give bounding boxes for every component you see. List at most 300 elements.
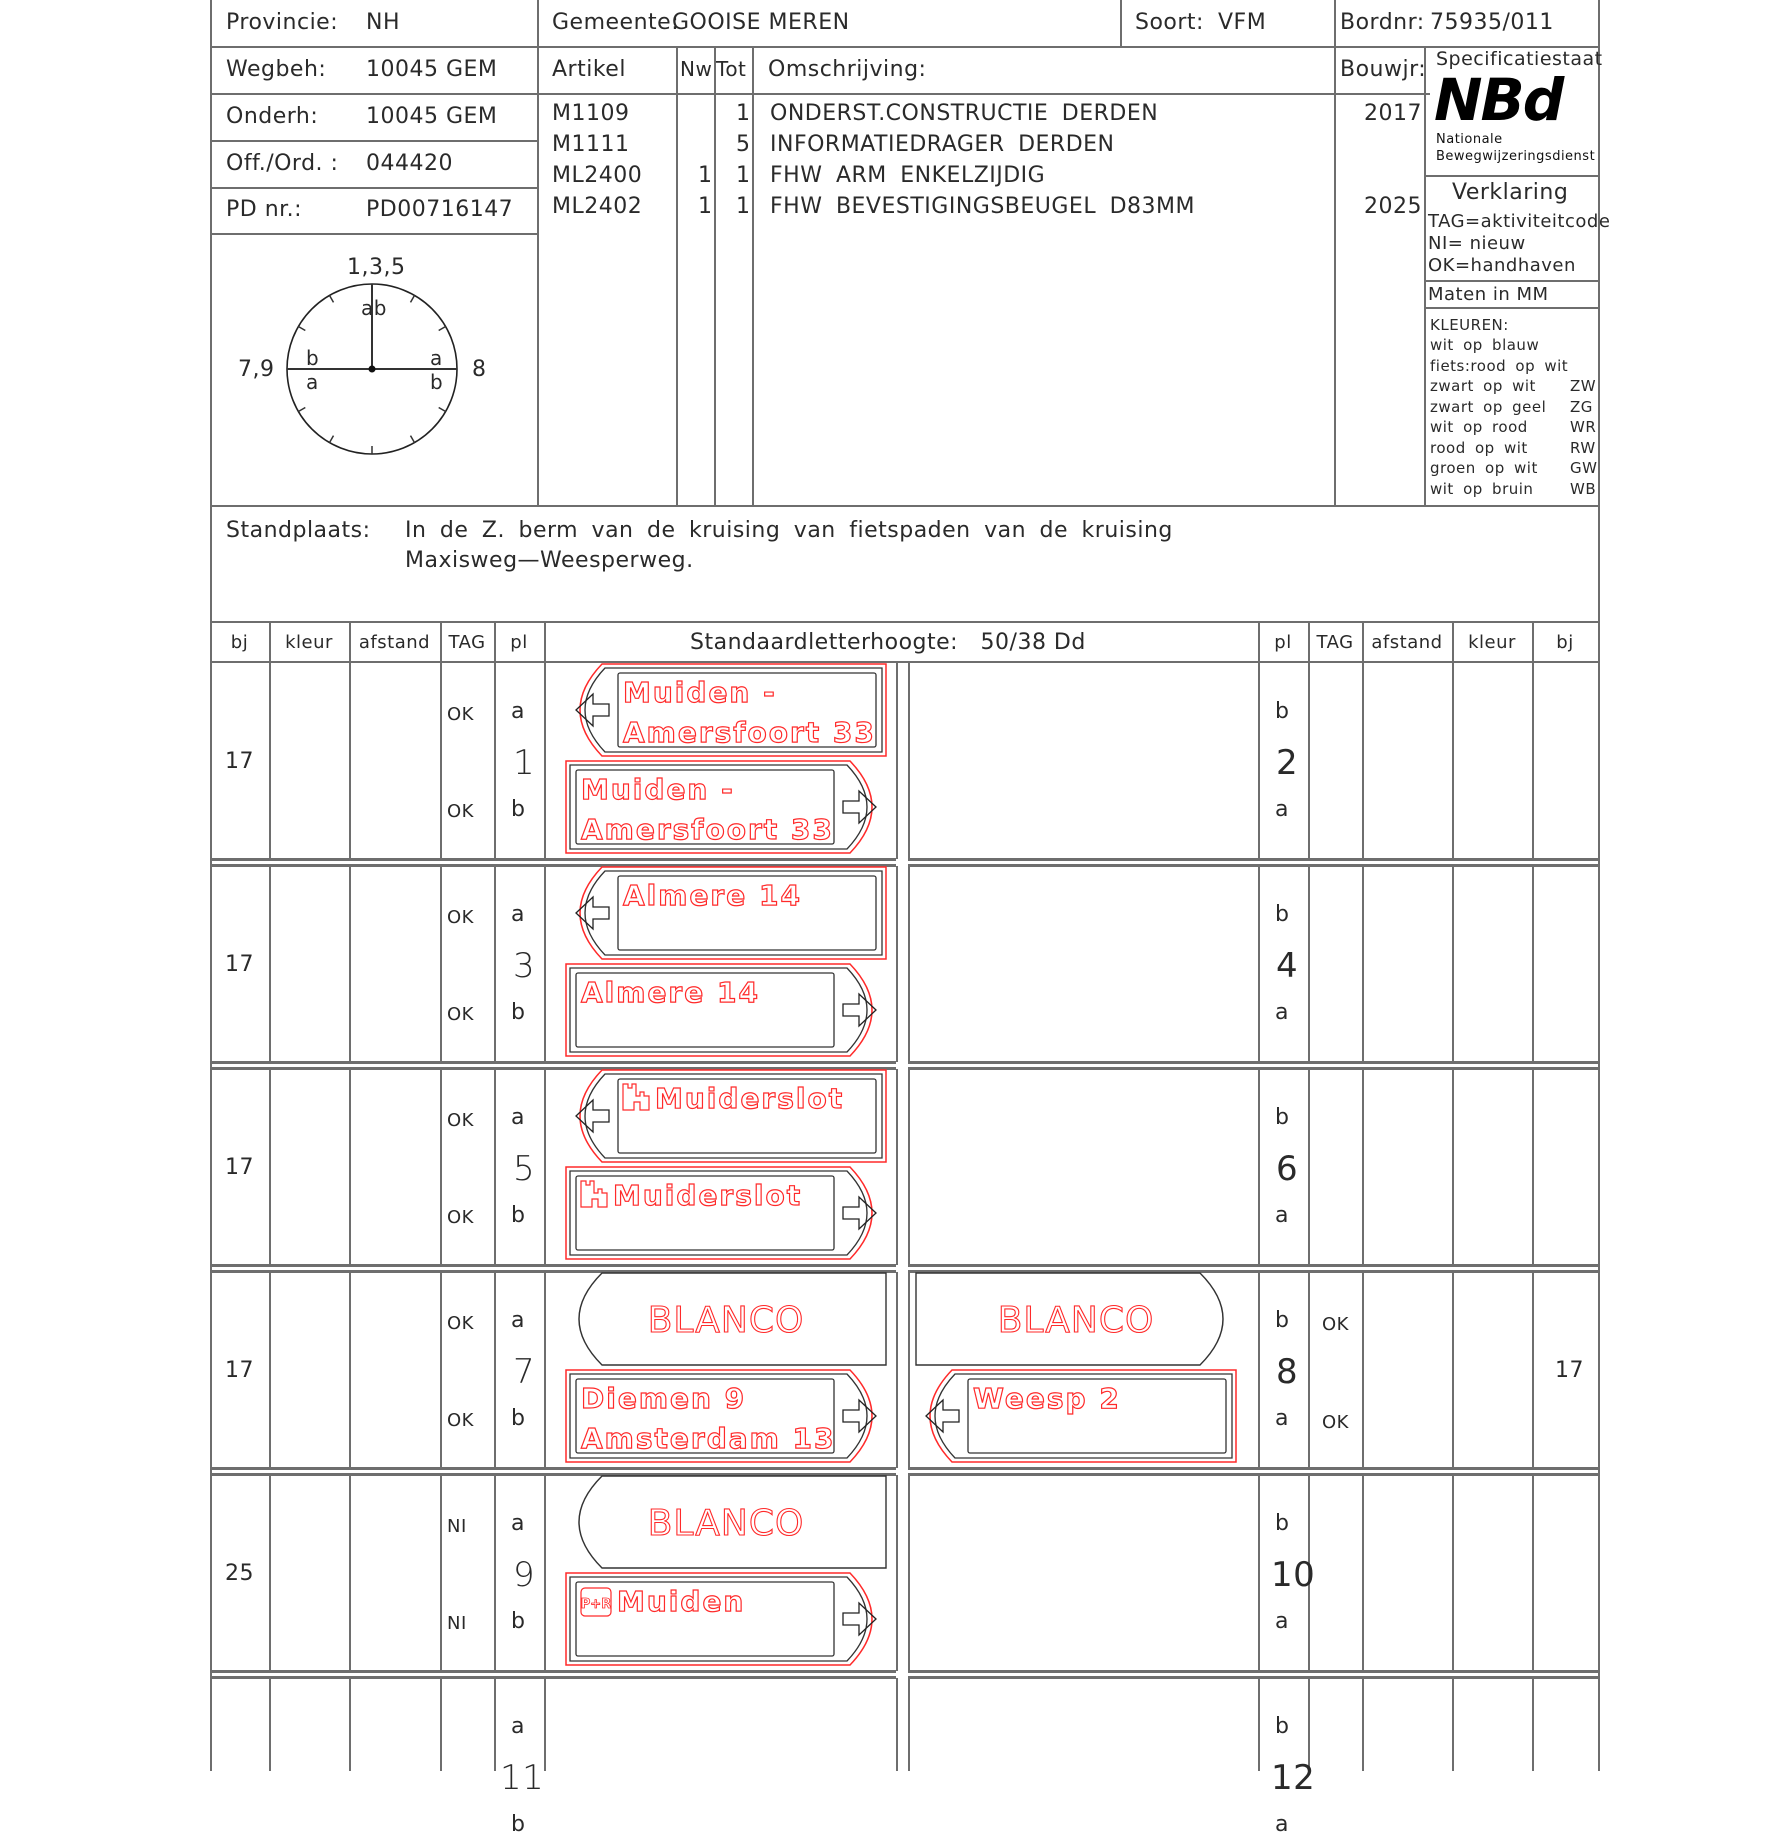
divider [269,1678,271,1771]
right-pl-number: 4 [1276,946,1299,986]
tag-a: OK [447,1313,474,1334]
provincie-label: Provincie: [226,10,339,35]
blanco-label: BLANCO [997,1300,1155,1341]
sign-outline-red [566,761,872,853]
color-item: fiets:rood op wit [1430,356,1569,375]
standplaats-label: Standplaats: [226,518,371,543]
divider [349,1475,351,1671]
standplaats-line2: Maxisweg—Weesperweg. [405,548,694,573]
divider [1334,0,1336,507]
divider [1452,1272,1454,1468]
divider [676,47,678,507]
text-panel [576,1379,834,1453]
sign-panel [566,1370,876,1462]
divider [1532,1475,1534,1671]
right-pl-number: 10 [1271,1555,1316,1595]
article-tot: 1 [736,163,751,188]
right-pl-number: 2 [1276,743,1299,783]
article-code: M1111 [552,132,630,157]
pl-number: 5 [513,1149,536,1189]
divider [1452,1069,1454,1265]
arrow-left-icon [926,1400,959,1432]
bordnr-label: Bordnr: [1340,10,1425,35]
sign-outline-red [580,664,886,756]
text-panel [618,876,876,950]
divider [349,1069,351,1265]
right-pl-b: b [1275,1308,1290,1333]
divider [1308,1069,1310,1265]
sign-outline [570,1171,867,1255]
divider [210,661,1600,663]
right-pl-a: a [1275,1812,1289,1837]
tag-b: OK [447,801,474,822]
sign-outline [579,1273,886,1365]
text-panel [576,1176,834,1250]
right-pl-a: a [1275,1203,1289,1228]
row-separator [210,1067,896,1070]
pl-number: 3 [513,946,536,986]
col-bouwjr: Bouwjr: [1340,57,1427,82]
divider [1532,663,1534,859]
orientation-top-ab: ab [361,296,387,320]
clock-tick [330,295,334,302]
sign-outline-red [580,1070,886,1162]
article-bouwjr: 2017 [1364,101,1422,126]
divider [1258,1678,1260,1771]
divider [494,1475,496,1671]
sign-panel [576,664,886,756]
destination-text: Amsterdam 13 [581,1422,836,1455]
sign-outline [570,765,867,849]
article-description: INFORMATIEDRAGER DERDEN [770,132,1115,157]
bj-left: 17 [225,1155,254,1180]
color-code: ZW [1570,377,1597,395]
row-separator [210,1473,896,1476]
divider [440,1678,442,1771]
col-omschrijving: Omschrijving: [768,57,927,82]
text-panel [576,1582,834,1656]
color-code: WR [1570,418,1597,436]
divider [1258,663,1260,859]
row-separator [210,864,896,867]
pdnr-label: PD nr.: [226,197,303,222]
article-nw: 1 [698,163,713,188]
col-artikel: Artikel [552,57,626,82]
onderh-value: 10045 GEM [366,104,498,129]
divider [896,663,898,859]
offord-label: Off./Ord. : [226,151,339,176]
divider [1532,866,1534,1062]
article-nw: 1 [698,194,713,219]
destination-text: Muiderslot [613,1179,803,1212]
right-tag-b: OK [1322,1314,1349,1335]
divider [544,1069,546,1265]
center-header: Standaardletterhoogte: 50/38 Dd [690,630,1086,655]
article-description: ONDERST.CONSTRUCTIE DERDEN [770,101,1159,126]
divider [349,622,351,662]
bordnr-value: 75935/011 [1430,10,1554,35]
brand-line2: Bewegwijzeringsdienst [1436,149,1596,164]
right-pl-a: a [1275,1406,1289,1431]
row-separator [210,1676,896,1679]
divider [269,663,271,859]
color-item: zwart op wit [1430,377,1536,395]
right-pl-number: 8 [1276,1352,1299,1392]
divider [908,1272,910,1468]
pl-b: b [511,1609,526,1634]
tag-b: OK [447,1207,474,1228]
text-panel [618,1079,876,1153]
divider [1362,1272,1364,1468]
sign-outline [585,668,882,752]
column-header-pl: pl [1274,632,1292,653]
text-panel [618,673,876,747]
text-panel [968,1379,1226,1453]
row-separator [210,1264,896,1267]
tag-b: OK [447,1004,474,1025]
divider [349,1272,351,1468]
row-separator [908,1473,1600,1476]
divider [494,1069,496,1265]
standplaats-line1: In de Z. berm van de kruising van fietspaden van de kruising [405,518,1173,543]
sign-outline-red [566,1573,872,1665]
park-and-ride-label: P+R [580,1597,612,1612]
col-tot: Tot [716,57,747,81]
text-panel [576,973,834,1047]
sign-outline [579,1476,886,1568]
sign-outline-red [580,867,886,959]
soort-label: Soort: [1135,10,1204,35]
legend-item: NI= nieuw [1428,233,1526,254]
divider [896,1272,898,1468]
divider [908,1069,910,1265]
sign-panel [916,1273,1223,1365]
divider [908,1475,910,1671]
blanco-label: BLANCO [647,1503,805,1544]
divider [210,621,1600,623]
pl-number: 1 [513,743,536,783]
bj-left: 25 [225,1561,254,1586]
pl-a: a [511,1714,525,1739]
divider [349,1678,351,1771]
article-tot: 1 [736,101,751,126]
brand-line1: Nationale [1436,132,1503,147]
column-header-TAG: TAG [1316,632,1354,653]
divider [269,1475,271,1671]
pdnr-value: PD00716147 [366,197,514,222]
divider [1452,1678,1454,1771]
divider [1362,1475,1364,1671]
pl-b: b [511,1406,526,1431]
tag-a: OK [447,1110,474,1131]
clock-tick [298,408,305,412]
bj-left: 17 [225,749,254,774]
row-separator [210,1270,896,1273]
divider [1424,307,1600,309]
right-pl-a: a [1275,797,1289,822]
divider [494,866,496,1062]
orientation-left-upper: b [306,346,320,370]
text-panel [576,770,834,844]
clock-tick [330,436,334,443]
arrow-left-icon [576,897,609,929]
clock-tick [298,327,305,331]
divider [349,663,351,859]
divider [1532,1069,1534,1265]
pl-b: b [511,1203,526,1228]
divider [1308,663,1310,859]
divider [544,1475,546,1671]
row-separator [908,1676,1600,1679]
divider [1258,1069,1260,1265]
row-separator [908,858,1600,861]
nbd-logo: NBd [1434,66,1563,134]
column-header-TAG: TAG [448,632,486,653]
bj-left: 17 [225,1358,254,1383]
divider [1308,1272,1310,1468]
divider [896,1475,898,1671]
orientation-left-lower: a [306,370,319,394]
pl-a: a [511,1511,525,1536]
divider [210,187,538,189]
border-right [1598,0,1600,1771]
row-separator [908,864,1600,867]
arrow-right-icon [843,1400,876,1432]
row-separator [908,1270,1600,1273]
castle-icon [581,1181,607,1207]
right-pl-a: a [1275,1000,1289,1025]
sign-outline [585,1074,882,1158]
divider [544,866,546,1062]
castle-icon [623,1084,649,1110]
color-item: wit op blauw [1430,336,1540,354]
sign-outline [935,1374,1232,1458]
tag-a: OK [447,907,474,928]
divider [1362,1678,1364,1771]
destination-text: Muiderslot [655,1082,845,1115]
row-separator [210,1467,896,1470]
divider [1258,1475,1260,1671]
center-dot [369,366,376,373]
column-header-bj: bj [230,632,249,653]
arrow-right-icon [843,994,876,1026]
divider [494,1272,496,1468]
article-code: M1109 [552,101,630,126]
orientation-left: 7,9 [238,357,275,382]
column-header-afstand: afstand [358,632,431,653]
article-description: FHW ARM ENKELZIJDIG [770,163,1046,188]
divider [1452,1475,1454,1671]
clock-tick [439,408,446,412]
gemeente-value: GOOISE MEREN [672,10,850,35]
article-tot: 5 [736,132,751,157]
sign-panel [579,1273,886,1365]
tag-a: OK [447,704,474,725]
divider [544,1678,546,1771]
sign-panel [579,1476,886,1568]
divider [269,1272,271,1468]
pl-a: a [511,902,525,927]
divider [544,663,546,859]
orientation-right-upper: a [430,346,443,370]
pl-a: a [511,699,525,724]
divider [1424,280,1600,282]
divider [908,866,910,1062]
tag-b: NI [447,1613,467,1634]
sign-panel [566,1167,876,1259]
divider [1424,175,1600,177]
divider [440,1475,442,1671]
pl-b: b [511,797,526,822]
wegbeh-label: Wegbeh: [226,57,327,82]
article-tot: 1 [736,194,751,219]
article-description: FHW BEVESTIGINGSBEUGEL D83MM [770,194,1195,219]
blanco-label: BLANCO [647,1300,805,1341]
orientation-top: 1,3,5 [347,255,406,280]
divider [1258,866,1260,1062]
destination-text: Muiden - [581,773,735,806]
tag-a: NI [447,1516,467,1537]
column-header-pl: pl [510,632,528,653]
divider [440,1272,442,1468]
sign-outline-red [566,964,872,1056]
divider [1120,0,1122,47]
sign-panel [926,1370,1236,1462]
column-header-kleur: kleur [1468,632,1516,653]
arrow-left-icon [576,1100,609,1132]
sign-panel [576,867,886,959]
pl-a: a [511,1105,525,1130]
sign-outline-red [566,1167,872,1259]
row-separator [908,1670,1600,1673]
divider [494,1678,496,1771]
destination-text: Muiden [617,1585,746,1618]
divider [269,1069,271,1265]
divider [1258,1272,1260,1468]
column-header-afstand: afstand [1371,632,1443,653]
article-code: ML2402 [552,194,643,219]
legend-title: Verklaring [1452,180,1569,205]
orientation-right-lower: b [430,370,444,394]
divider [1452,663,1454,859]
right-pl-b: b [1275,1105,1290,1130]
divider [1452,866,1454,1062]
right-pl-b: b [1275,699,1290,724]
divider [1362,1069,1364,1265]
arrow-left-icon [576,694,609,726]
sign-outline-red [566,1370,872,1462]
color-code: WB [1570,479,1597,498]
color-item: zwart op geel [1430,397,1547,416]
onderh-label: Onderh: [226,104,319,129]
column-header-kleur: kleur [285,632,333,653]
clock-tick [411,436,415,443]
divider [210,93,1430,95]
divider [896,1678,898,1771]
divider [349,866,351,1062]
units-note: Maten in MM [1428,284,1549,305]
spec-title: Specificatiestaat [1436,48,1603,70]
right-pl-a: a [1275,1609,1289,1634]
destination-text: Amersfoort 33 [623,716,876,749]
divider [210,140,538,142]
bj-right: 17 [1555,1358,1584,1383]
divider [714,47,716,507]
park-and-ride-icon [581,1588,611,1616]
col-nw: Nw [680,57,713,81]
gemeente-label: Gemeente: [552,10,680,35]
pl-b: b [511,1000,526,1025]
legend-item: OK=handhaven [1428,255,1576,276]
color-item: groen op wit [1430,459,1538,477]
wegbeh-value: 10045 GEM [366,57,498,82]
color-item: wit op bruin [1430,479,1534,498]
row-separator [908,1061,1600,1064]
article-bouwjr: 2025 [1364,194,1422,219]
divider [1532,1678,1534,1771]
row-separator [210,858,896,861]
right-tag-a: OK [1322,1412,1349,1433]
divider [544,1272,546,1468]
tag-b: OK [447,1410,474,1431]
divider [269,866,271,1062]
divider [1362,663,1364,859]
row-separator [908,1467,1600,1470]
color-code: GW [1570,459,1598,477]
destination-text: Almere 14 [623,879,802,912]
arrow-right-icon [843,1197,876,1229]
divider [908,1678,910,1771]
right-pl-number: 12 [1271,1758,1316,1798]
article-code: ML2400 [552,163,643,188]
divider [210,46,1600,48]
divider [1308,866,1310,1062]
destination-text: Muiden - [623,676,777,709]
divider [896,1069,898,1265]
sign-outline [585,871,882,955]
soort-value: VFM [1218,10,1267,35]
sign-panel [566,964,876,1056]
pl-b: b [511,1812,526,1837]
color-code: ZG [1570,397,1593,416]
clock-tick [411,295,415,302]
color-item: wit op rood [1430,418,1528,436]
arrow-right-icon [843,1603,876,1635]
divider [1424,47,1426,507]
color-code: RW [1570,438,1596,457]
row-separator [210,1670,896,1673]
divider [908,663,910,859]
sign-outline [570,968,867,1052]
pl-number: 9 [513,1555,536,1595]
bj-left: 17 [225,952,254,977]
sign-outline [916,1273,1223,1365]
divider [752,47,754,507]
row-separator [908,1264,1600,1267]
row-separator [908,1067,1600,1070]
sign-outline [570,1374,867,1458]
legend-item: TAG=aktiviteitcode [1428,211,1611,232]
pl-number: 11 [500,1758,545,1798]
divider [896,866,898,1062]
color-item: rood op wit [1430,438,1528,457]
pl-a: a [511,1308,525,1333]
sign-panel [576,1070,886,1162]
sign-panel [566,761,876,853]
sign-outline-red [930,1370,1236,1462]
destination-text: Diemen 9 [581,1382,747,1415]
clock-tick [439,327,446,331]
